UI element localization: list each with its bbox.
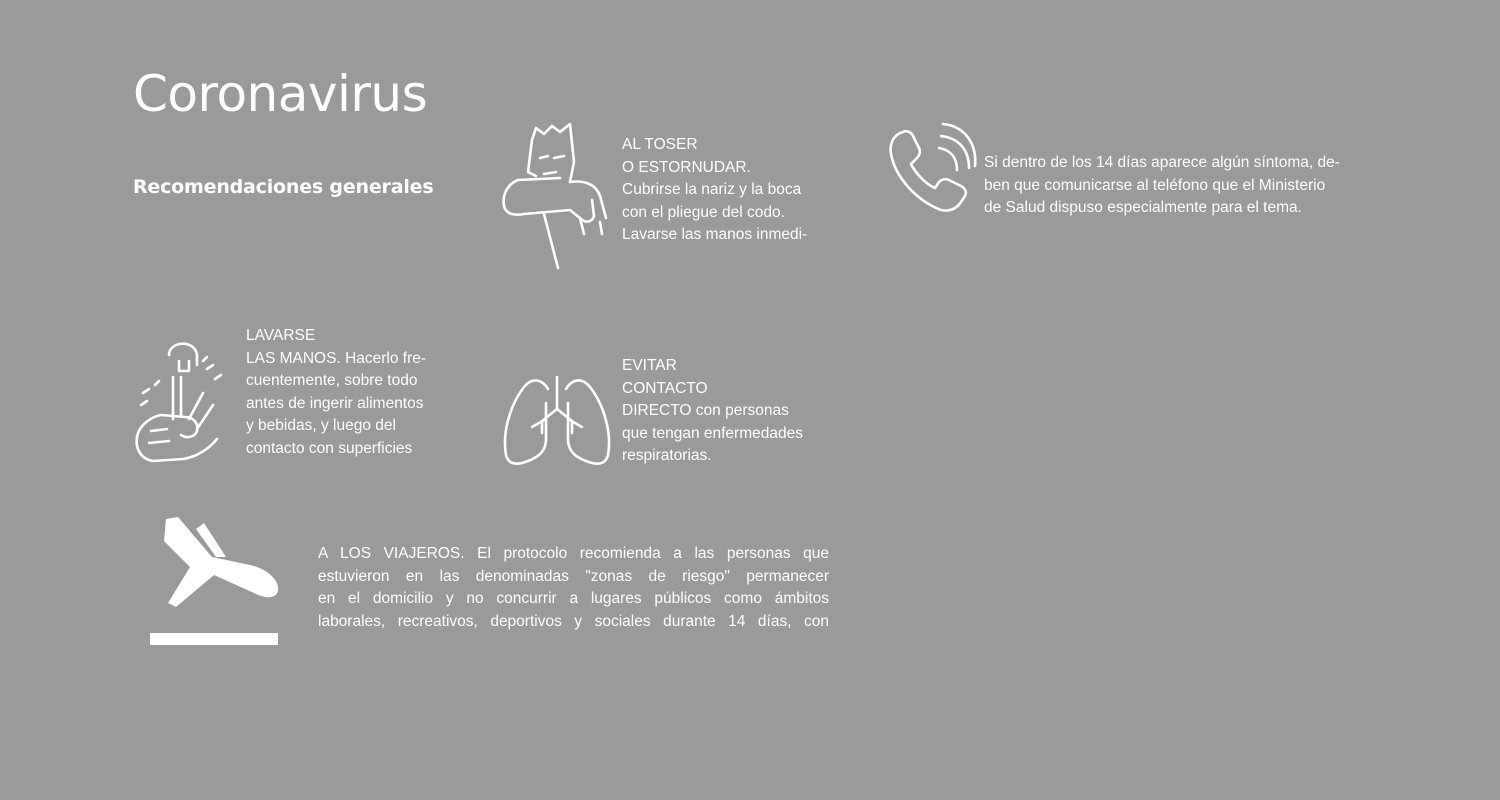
travel-section bbox=[150, 515, 840, 650]
cough-body-line: Lavarse las manos inmedi- bbox=[622, 226, 808, 243]
handwash-body-line: contacto con superficies bbox=[246, 439, 413, 457]
cough-body-line: con el pliegue del codo. bbox=[622, 203, 785, 221]
handwash-body-first: Hacerlo fre- bbox=[345, 349, 427, 367]
handwash-section bbox=[133, 325, 463, 475]
cough-body-line: Cubrirse la nariz y la boca bbox=[622, 181, 802, 198]
handwash-body-line: antes de ingerir alimentos bbox=[246, 394, 424, 412]
lungs-icon bbox=[502, 373, 612, 468]
page-title: Coronavirus bbox=[133, 65, 428, 123]
cough-heading-line1: AL TOSER bbox=[622, 136, 698, 153]
phone-body-line: ben que comunicarse al teléfono que el Ministerio bbox=[984, 176, 1326, 194]
page-subtitle: Recomendaciones generales bbox=[133, 176, 434, 198]
phone-body-line: Si dentro de los 14 días aparece algún síntoma, de- bbox=[984, 154, 1340, 171]
contact-heading-line1: EVITAR bbox=[622, 357, 677, 374]
phone-section bbox=[885, 120, 1405, 220]
phone-icon bbox=[885, 120, 977, 215]
phone-body-line: de Salud dispuso especialmente para el tema. bbox=[984, 199, 1302, 216]
travel-heading: A LOS VIAJEROS. bbox=[318, 545, 465, 562]
contact-section bbox=[502, 355, 842, 470]
contact-heading-line3: DIRECTO bbox=[622, 402, 692, 419]
handwash-body-line: cuentemente, sobre todo bbox=[246, 372, 418, 389]
travel-body-first: El protocolo recomienda a las personas que bbox=[477, 545, 830, 562]
contact-heading-line2: CONTACTO bbox=[622, 379, 708, 397]
contact-body-line: que tengan enfermedades bbox=[622, 424, 803, 442]
travel-body-line: estuvieron en las denominadas "zonas de riesgo" permanecer bbox=[318, 567, 829, 585]
handwash-heading-2: LAS MANOS. bbox=[246, 349, 341, 367]
handwash-body-line: y bebidas, y luego del bbox=[246, 417, 396, 434]
cough-section bbox=[500, 122, 840, 272]
travel-body-line: laborales, recreativos, deportivos y sociales durante 14 días, con bbox=[318, 612, 829, 630]
handwash-heading: LAVARSE bbox=[246, 327, 316, 344]
plane-landing-icon bbox=[150, 515, 280, 647]
contact-body-first: con personas bbox=[695, 402, 789, 419]
hand-washing-icon bbox=[133, 335, 233, 475]
contact-body-line: respiratorias. bbox=[622, 447, 712, 464]
cough-heading-line2: O ESTORNUDAR. bbox=[622, 158, 751, 176]
travel-body-line: en el domicilio y no concurrir a lugares públicos como ámbitos bbox=[318, 590, 829, 607]
person-coughing-icon bbox=[500, 122, 615, 272]
